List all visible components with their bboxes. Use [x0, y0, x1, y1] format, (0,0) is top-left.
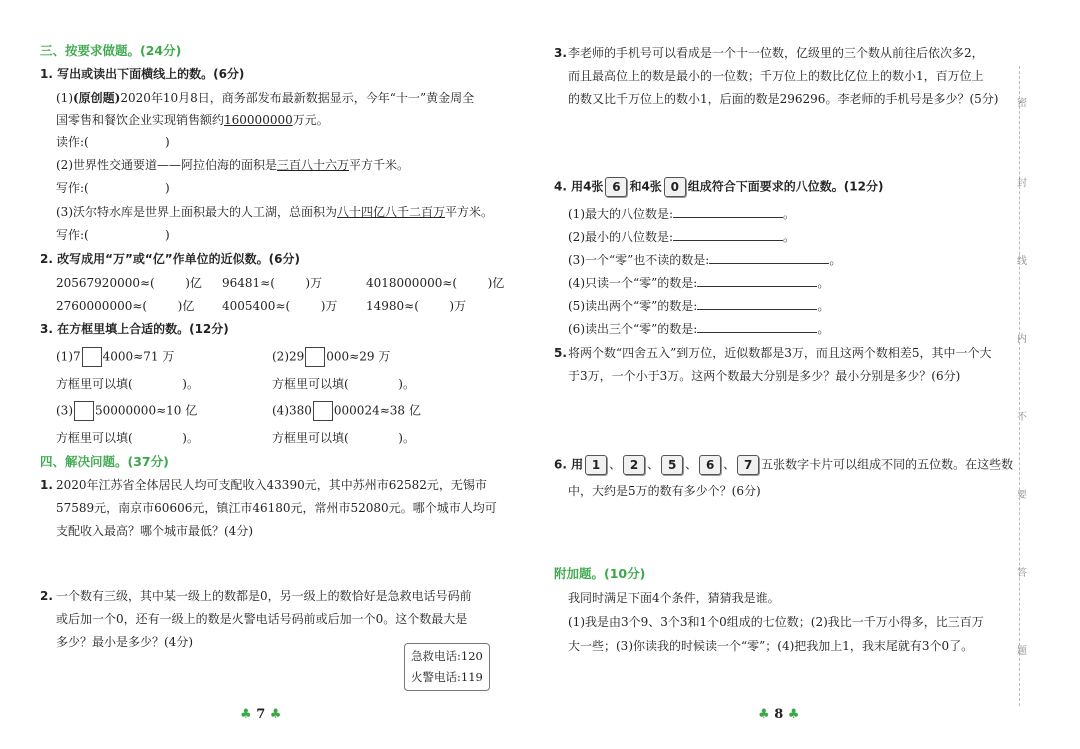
q3-2-box[interactable]: [305, 347, 325, 367]
q1-p1-number: 160000000: [224, 113, 293, 127]
r-q4-item-3: [568, 251, 841, 269]
q1-part1-line1: [56, 89, 474, 107]
answer-line[interactable]: [673, 228, 783, 241]
q3-title: 3. 在方框里填上合适的数。(12分): [40, 322, 229, 336]
q3-4-post: 000024≈38 亿: [333, 403, 421, 418]
r-q3-line1: 李老师的手机号可以看成是一个十一位数，亿级里的三个数从前往后依次多2，: [568, 46, 984, 60]
card-6: 6: [605, 177, 627, 197]
q3-4-box[interactable]: [313, 401, 333, 421]
q3-2-fill[interactable]: 方框里可以填( )。: [272, 377, 415, 391]
q1-p2-number: 三百八十六万: [277, 158, 350, 172]
binding-char-3: 线: [1017, 256, 1027, 267]
page-7-footer: [240, 707, 281, 722]
q1-p2-text: (2)世界性交通要道——阿拉伯海的面积是: [56, 158, 277, 172]
q1-p3-answer[interactable]: 写作:( ): [56, 228, 170, 242]
card-1: 1: [585, 455, 607, 475]
r-q4-item-6: [568, 320, 829, 338]
answer-line[interactable]: [709, 251, 829, 264]
answer-line[interactable]: [697, 320, 817, 333]
r-q3-line2: 而且最高位上的数是最小的一位数；千万位上的数比亿位上的数小1，百万位上: [568, 69, 984, 83]
card-0: 0: [664, 177, 686, 197]
separator: 、: [685, 457, 698, 472]
q1-title: 1. 写出或读出下面横线上的数。(6分): [40, 67, 245, 81]
s4q1-num: 1.: [40, 478, 53, 492]
q2-item-3[interactable]: 4018000000≈( )亿: [366, 276, 505, 290]
q1-p2-answer[interactable]: 写作:( ): [56, 181, 170, 195]
sprout-icon: ♣: [240, 707, 252, 722]
q3-item-1: [56, 347, 174, 367]
sprout-icon: ♣: [269, 707, 282, 722]
q3-item-4: [272, 401, 421, 421]
s4q1-line1: 2020年江苏省全体居民人均可支配收入43390元，其中苏州市62582元，无锡市: [56, 478, 487, 492]
r-q4-4-label: (4)只读一个“零”的数是:: [568, 276, 698, 290]
q3-3-box[interactable]: [74, 401, 94, 421]
s4q1-line2: 57589元，南京市60606元，镇江市46180元，常州市52080元。哪个城市人均可: [56, 501, 497, 515]
q2-item-2[interactable]: 96481≈( )万: [222, 276, 323, 290]
binding-char-2: 封: [1017, 178, 1027, 189]
answer-line[interactable]: [673, 205, 783, 218]
q2-item-1[interactable]: 20567920000≈( )亿: [56, 276, 202, 290]
r-q6-post: 五张数字卡片可以组成不同的五位数。在这些数: [761, 457, 1014, 472]
q3-3-post: 50000000≈10 亿: [95, 403, 198, 418]
section-3-title: 三、按要求做题。(24分): [40, 43, 182, 58]
r-q6-line1: [554, 455, 1013, 475]
sprout-icon: ♣: [787, 707, 800, 722]
extra-line2: (1)我是由3个9、3个3和1个0组成的七位数；(2)我比一千万小得多，比三百万: [568, 615, 984, 629]
q3-3-fill[interactable]: 方框里可以填( )。: [56, 431, 199, 445]
extra-title: 附加题。(10分): [554, 566, 646, 581]
r-q4-post: 组成符合下面要求的八位数。(12分): [687, 179, 884, 194]
binding-char-6: 要: [1017, 490, 1027, 501]
q2-item-6[interactable]: 14980≈( )万: [366, 299, 467, 313]
q1-part2-line: [56, 156, 409, 174]
separator: 、: [723, 457, 736, 472]
period: 。: [817, 276, 830, 290]
phone-number-box: [404, 643, 490, 691]
r-q4-5-label: (5)读出两个“零”的数是:: [568, 299, 698, 313]
q3-1-post: 4000≈71 万: [102, 349, 175, 364]
r-q4-3-label: (3)一个“零”也不读的数是:: [568, 253, 710, 267]
q1-p1-text-a: 2020年10月8日，商务部发布最新数据显示，今年“十一”黄金周全: [120, 91, 475, 105]
original-tag: (原创题): [73, 91, 121, 105]
q3-4-fill[interactable]: 方框里可以填( )。: [272, 431, 415, 445]
card-7: 7: [737, 455, 759, 475]
q3-2-post: 000≈29 万: [326, 349, 391, 364]
binding-char-4: 内: [1017, 334, 1027, 345]
separator: 、: [647, 457, 660, 472]
period: 。: [829, 253, 842, 267]
s4q2-line3: 多少？最小是多少？(4分): [56, 635, 193, 649]
emergency-phone: 急救电话:120: [411, 649, 483, 663]
q3-item-3: [56, 401, 197, 421]
binding-char-1: 密: [1017, 98, 1027, 109]
r-q3-line3: 的数又比千万位上的数小1，后面的数是296296。李老师的手机号是多少？(5分): [568, 92, 999, 106]
r-q5-num: 5.: [554, 346, 567, 360]
q3-item-2: [272, 347, 390, 367]
right-page: [540, 0, 1080, 749]
page-number-8: 8: [774, 707, 784, 722]
q1-p1-prefix: (1): [56, 91, 73, 105]
answer-line[interactable]: [697, 297, 817, 310]
r-q4-mid: 和4张: [629, 179, 662, 194]
q3-2-pre: (2)29: [272, 349, 305, 364]
q2-item-5[interactable]: 4005400≈( )万: [222, 299, 338, 313]
q3-4-pre: (4)380: [272, 403, 312, 418]
binding-char-7: 答: [1017, 568, 1027, 579]
q1-part3-line: [56, 203, 493, 221]
q1-p1-text-b: 国零售和餐饮企业实现销售额约: [56, 113, 225, 127]
q1-p3-unit: 平方米。: [445, 205, 494, 219]
q1-p3-number: 八十四亿八千二百万: [337, 205, 446, 219]
page-8-footer: [758, 707, 799, 722]
page-number-7: 7: [256, 707, 266, 722]
r-q4-pre: 4. 用4张: [554, 179, 604, 194]
q3-1-pre: (1)7: [56, 349, 81, 364]
s4q2-line1: 一个数有三级，其中某一级上的数都是0，另一级上的数恰好是急救电话号码前: [56, 589, 472, 603]
separator: 、: [609, 457, 622, 472]
r-q4-item-2: [568, 228, 795, 246]
period: 。: [817, 322, 830, 336]
r-q5-line1: 将两个数“四舍五入”到万位，近似数都是3万，而且这两个数相差5，其中一个大: [568, 346, 992, 360]
binding-char-5: 不: [1017, 412, 1027, 423]
sprout-icon: ♣: [758, 707, 770, 722]
q3-1-fill[interactable]: 方框里可以填( )。: [56, 377, 199, 391]
r-q4-item-1: [568, 205, 795, 223]
q3-3-pre: (3): [56, 403, 73, 418]
r-q6-pre: 6. 用: [554, 457, 584, 472]
fire-phone: 火警电话:119: [411, 670, 483, 684]
r-q4-title: [554, 177, 883, 197]
binding-line: [1019, 66, 1020, 706]
r-q4-item-5: [568, 297, 829, 315]
r-q3-num: 3.: [554, 46, 567, 60]
q3-1-box[interactable]: [82, 347, 102, 367]
s4q2-line2: 或后加一个0，还有一级上的数是火警电话号码前或后加一个0。这个数最大是: [56, 612, 468, 626]
extra-line1: 我同时满足下面4个条件，猜猜我是谁。: [568, 591, 780, 605]
q2-item-4[interactable]: 2760000000≈( )亿: [56, 299, 195, 313]
extra-line3: 大一些；(3)你读我的时候读一个“零”；(4)把我加上1，我末尾就有3个0了。: [568, 639, 974, 653]
q2-title: 2. 改写成用“万”或“亿”作单位的近似数。(6分): [40, 252, 300, 266]
binding-char-8: 题: [1017, 646, 1027, 657]
q1-p2-unit: 平方千米。: [349, 158, 410, 172]
q1-p3-text: (3)沃尔特水库是世界上面积最大的人工湖，总面积为: [56, 205, 338, 219]
r-q4-1-label: (1)最大的八位数是:: [568, 207, 674, 221]
r-q5-line2: 于3万，一个小于3万。这两个数最大分别是多少？最小分别是多少？(6分): [568, 369, 961, 383]
r-q4-2-label: (2)最小的八位数是:: [568, 230, 674, 244]
s4q1-line3: 支配收入最高？哪个城市最低？(4分): [56, 524, 253, 538]
r-q4-item-4: [568, 274, 829, 292]
period: 。: [783, 207, 796, 221]
period: 。: [817, 299, 830, 313]
card-5: 5: [661, 455, 683, 475]
q1-part1-line2: [56, 111, 329, 129]
card-2: 2: [623, 455, 645, 475]
q1-p1-unit: 万元。: [292, 113, 329, 127]
s4q2-num: 2.: [40, 589, 53, 603]
answer-line[interactable]: [697, 274, 817, 287]
period: 。: [783, 230, 796, 244]
r-q4-6-label: (6)读出三个“零”的数是:: [568, 322, 698, 336]
section-4-title: 四、解决问题。(37分): [40, 454, 169, 469]
q1-p1-answer[interactable]: 读作:( ): [56, 135, 170, 149]
r-q6-line2: 中，大约是5万的数有多少个？(6分): [568, 484, 761, 498]
card-6: 6: [699, 455, 721, 475]
